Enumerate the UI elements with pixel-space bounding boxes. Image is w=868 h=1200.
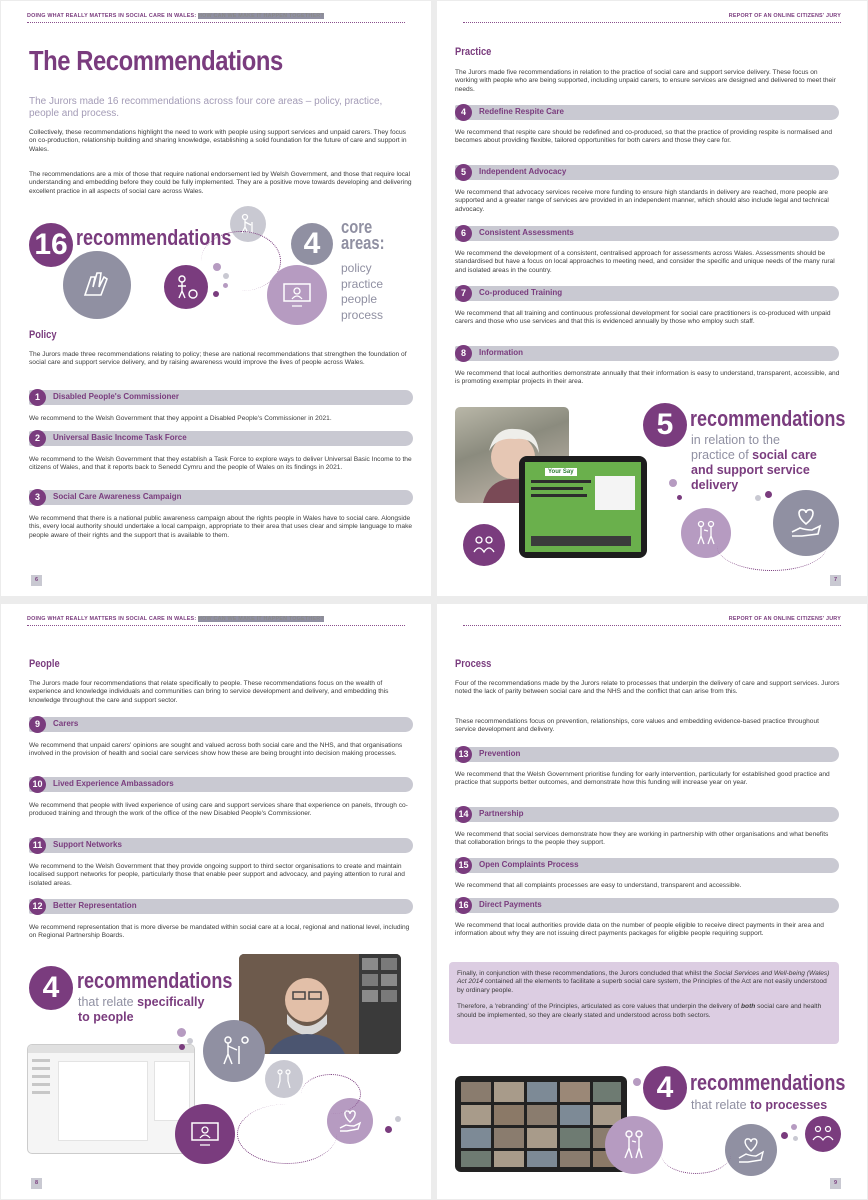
lead-paragraph: The Jurors made 16 recommendations across four core areas – policy, practice, people and process. — [29, 96, 383, 119]
decor-dot — [385, 1126, 392, 1133]
recommendation-text: We recommend that all complaints processes are easy to understand, transparent and accessible. — [455, 882, 742, 889]
recommendation-heading: 13 Prevention — [455, 747, 839, 762]
recommendation-heading: 6 Consistent Assessments — [455, 226, 839, 241]
conclusion-box: Finally, in conjunction with these recommendations, the Jurors concluded that whilst the Social Services and Well-being (Wales) Act 2014 contained all the elements to facilitate a superb social care system, the Principles of the Act are not easily understood by ordinary people. Therefore, a 'rebranding' of the Principles, articulated as core values that underpin the delivery of both social care and health should be implemented, so they are clearly stated and understood across both sectors. — [449, 962, 839, 1044]
screen-logo: Your Say — [545, 468, 577, 476]
recommendation-text: We recommend to the Welsh Government that they provide ongoing support to third sector organisations to create and maintain localised support networks for people, particularly those that enable peer support and advocacy, and paying attention to rural and isolated areas. — [29, 863, 405, 887]
recommendation-heading: 4 Redefine Respite Care — [455, 105, 839, 120]
carer-icon — [164, 265, 208, 309]
decor-dot — [187, 1038, 193, 1044]
decor-dot — [395, 1116, 401, 1122]
recommendation-heading: 12 Better Representation — [29, 899, 413, 914]
decor-dot — [669, 479, 677, 487]
graphic-headline: recommendations — [690, 406, 846, 431]
running-header: DOING WHAT REALLY MATTERS IN SOCIAL CARE IN WALES: HOW CAN WE MAKE IT HAPPEN TOGETHER? — [27, 616, 405, 626]
decor-dot — [765, 491, 772, 498]
walking-aid-icon — [203, 1020, 265, 1082]
recommendation-heading: 7 Co-produced Training — [455, 286, 839, 301]
page-number: 9 — [830, 1178, 841, 1189]
section-intro: These recommendations focus on prevention, relationships, core values and embedding evidence-based practice throughout service development and delivery. — [455, 718, 819, 734]
count-badge: 4 — [643, 1066, 687, 1110]
count-badge: 16 — [29, 223, 73, 267]
graphic-headline: recommendations — [77, 968, 233, 993]
decor-dot — [793, 1136, 798, 1141]
online-meeting-icon — [267, 265, 327, 325]
dotted-path — [717, 521, 827, 571]
graphic-headline: recommendations — [690, 1070, 846, 1095]
recommendation-heading: 14 Partnership — [455, 807, 839, 822]
paragraph: Collectively, these recommendations highlight the need to work with people using support services and unpaid carers. They focus on co-production, relationship building and sharing knowledge, establishing a solid foundation for the future of care and support in Wales. — [29, 129, 407, 153]
recommendation-text: We recommend that local authorities demonstrate annually that their information is easy to understand, transparent, accessible, and is promoting exemplar projects in their area. — [455, 370, 840, 386]
recommendation-heading: 3 Social Care Awareness Campaign — [29, 490, 413, 505]
section-title: Process — [455, 658, 492, 670]
recommendation-text: We recommend that local authorities provide data on the number of people eligible to receive direct payments in their area and information about why they are not issuing direct payments packages for eligible people requiring support. — [455, 922, 824, 938]
section-intro: The Jurors made five recommendations in relation to the practice of social care and support service delivery. These focus on working with people who are being supported, including unpaid carers, to ensure services are designed and delivered to meet their needs. — [455, 69, 836, 93]
page-7 — [437, 1, 867, 596]
section-intro: The Jurors made four recommendations that relate specifically to people. These recommendations focus on the wealth of experience and knowledge individuals and communities can bring to service development and delivery, and embedding this knowledge throughout the care and support sector. — [29, 680, 389, 704]
recommendation-heading: 1 Disabled People's Commissioner — [29, 390, 413, 405]
recommendation-text: We recommend that the Welsh Government prioritise funding for early intervention, particularly for established good practice and practice that supports better outcomes, and demonstrate how this funding will increase year on year. — [455, 771, 830, 787]
section-title: Practice — [455, 46, 492, 58]
recommendation-text: We recommend that people with lived experience of using care and support services share that experience on panels, through co-produced training and through the work of the office of the new Disabled People's Commissioner. — [29, 802, 408, 818]
recommendation-text: We recommend to the Welsh Government that they establish a Task Force to explore ways to deliver Universal Basic Income to the citizens of Wales, and that it reports back to Senedd Cymru and the people of Wales on its findings in 2021. — [29, 456, 412, 472]
recommendation-text: We recommend that all training and continuous professional development for social care practitioners is co-produced with unpaid carers and those who use services and that this is evidenced annually by those who employ such staff. — [455, 310, 831, 326]
count-badge: 4 — [291, 223, 333, 265]
video-call-photo — [239, 954, 401, 1054]
recommendation-text: We recommend to the Welsh Government that they appoint a Disabled People's Commissioner in 2021. — [29, 415, 332, 422]
recommendation-heading: 15 Open Complaints Process — [455, 858, 839, 873]
section-title: Policy — [29, 329, 57, 341]
decor-dot — [179, 1044, 185, 1050]
running-header: REPORT OF AN ONLINE CITIZENS' JURY — [463, 616, 841, 626]
graphic-subtitle: that relate specifically to people — [78, 995, 205, 1024]
recommendation-text: We recommend the development of a consistent, centralised approach for assessments across Wales. Assessments should be standardised but have a focus on local approaches to meeting need, and consider the specific and unique needs of the many rural and isolated areas in the country. — [455, 250, 835, 274]
running-header: REPORT OF AN ONLINE CITIZENS' JURY — [463, 13, 841, 23]
section-intro: Four of the recommendations made by the Jurors relate to processes that underpin the delivery of care and support services. Jurors noted the lack of parity between social care and the NHS and the conflict that can arise from this. — [455, 680, 840, 696]
recommendation-text: We recommend representation that is more diverse be mandated within social care at a local, regional and national level, including on Regional Partnership Boards. — [29, 924, 410, 940]
recommendation-heading: 10 Lived Experience Ambassadors — [29, 777, 413, 792]
recommendation-text: We recommend that there is a national public awareness campaign about the rights people in Wales have to social care. Alongside this, every local authority should undertake a local campaign, appropriate to their area that uses clear and simple language to make people aware of their rights and the support that is available to them. — [29, 515, 413, 539]
dotted-path — [661, 1134, 731, 1174]
dotted-path — [237, 1104, 337, 1164]
decor-dot — [677, 495, 682, 500]
page-9 — [437, 604, 867, 1199]
recommendation-heading: 8 Information — [455, 346, 839, 361]
graphic-headline: recommendations — [76, 225, 232, 250]
page-number: 8 — [31, 1178, 42, 1189]
decor-dot — [177, 1028, 186, 1037]
group-icon — [463, 524, 505, 566]
recommendation-heading: 2 Universal Basic Income Task Force — [29, 431, 413, 446]
recommendation-text: We recommend that advocacy services receive more funding to ensure high standards in delivery are reached, more people are supported and a greater range of services are provided in an independent manner, which should also include legal and technical advocacy. — [455, 189, 829, 213]
tablet-screen — [519, 456, 647, 558]
online-meeting-icon — [175, 1104, 235, 1164]
carer-walking-icon — [605, 1116, 663, 1174]
recommendation-heading: 9 Carers — [29, 717, 413, 732]
graphic-headline: areas: — [341, 233, 385, 253]
paragraph: The recommendations are a mix of those that require national endorsement led by Welsh Government, and those that require local understanding and embedding before they could be fully implemented. They are a positive move towards developing and delivering excellent practice in all aspects of social care across Wales. — [29, 171, 412, 195]
page-8 — [1, 604, 431, 1199]
section-title: People — [29, 658, 60, 670]
page-number: 6 — [31, 575, 42, 586]
recommendation-text: We recommend that social services demonstrate how they are working in partnership with other organisations and what benefits that collaboration brings to the people they support. — [455, 831, 829, 847]
decor-dot — [213, 291, 219, 297]
recommendation-heading: 5 Independent Advocacy — [455, 165, 839, 180]
decor-dot — [755, 495, 761, 501]
count-badge: 4 — [29, 966, 73, 1010]
hands-icon — [63, 251, 131, 319]
decor-dot — [791, 1124, 797, 1130]
carer-icon — [265, 1060, 303, 1098]
areas-list: policy practice people process — [341, 261, 384, 322]
recommendation-heading: 11 Support Networks — [29, 838, 413, 853]
section-intro: The Jurors made three recommendations relating to policy; these are national recommendations that strengthen the foundation of social care and support service delivery, and by raising awareness would improve the lives of people across Wales. — [29, 351, 407, 367]
heart-hand-icon — [725, 1124, 777, 1176]
page-6 — [1, 1, 431, 596]
graphic-subtitle: in relation to the practice of social care and support service delivery — [691, 433, 817, 492]
page-number: 7 — [830, 575, 841, 586]
recommendation-heading: 16 Direct Payments — [455, 898, 839, 913]
laptop-screen — [27, 1044, 195, 1154]
graphic-subtitle: that relate to processes — [691, 1098, 828, 1112]
page-title: The Recommendations — [29, 45, 283, 76]
recommendation-text: We recommend that respite care should be redefined and co-produced, so that the practice of providing respite is normalised and becomes about providing flexible, tailored opportunities for both carers and those they care for. — [455, 129, 833, 145]
count-badge: 5 — [643, 403, 687, 447]
running-header: DOING WHAT REALLY MATTERS IN SOCIAL CARE IN WALES: HOW CAN WE MAKE IT HAPPEN TOGETHER? — [27, 13, 405, 23]
decor-dot — [781, 1132, 788, 1139]
group-icon — [805, 1116, 841, 1152]
graphic-headline: core — [341, 217, 373, 237]
video-call-grid — [455, 1076, 627, 1172]
decor-dot — [633, 1078, 641, 1086]
recommendation-text: We recommend that unpaid carers' opinions are sought and valued across both social care and the NHS, and that organisations involved in the provision of health and social care services show how these are being brought into decision making processes. — [29, 742, 403, 758]
